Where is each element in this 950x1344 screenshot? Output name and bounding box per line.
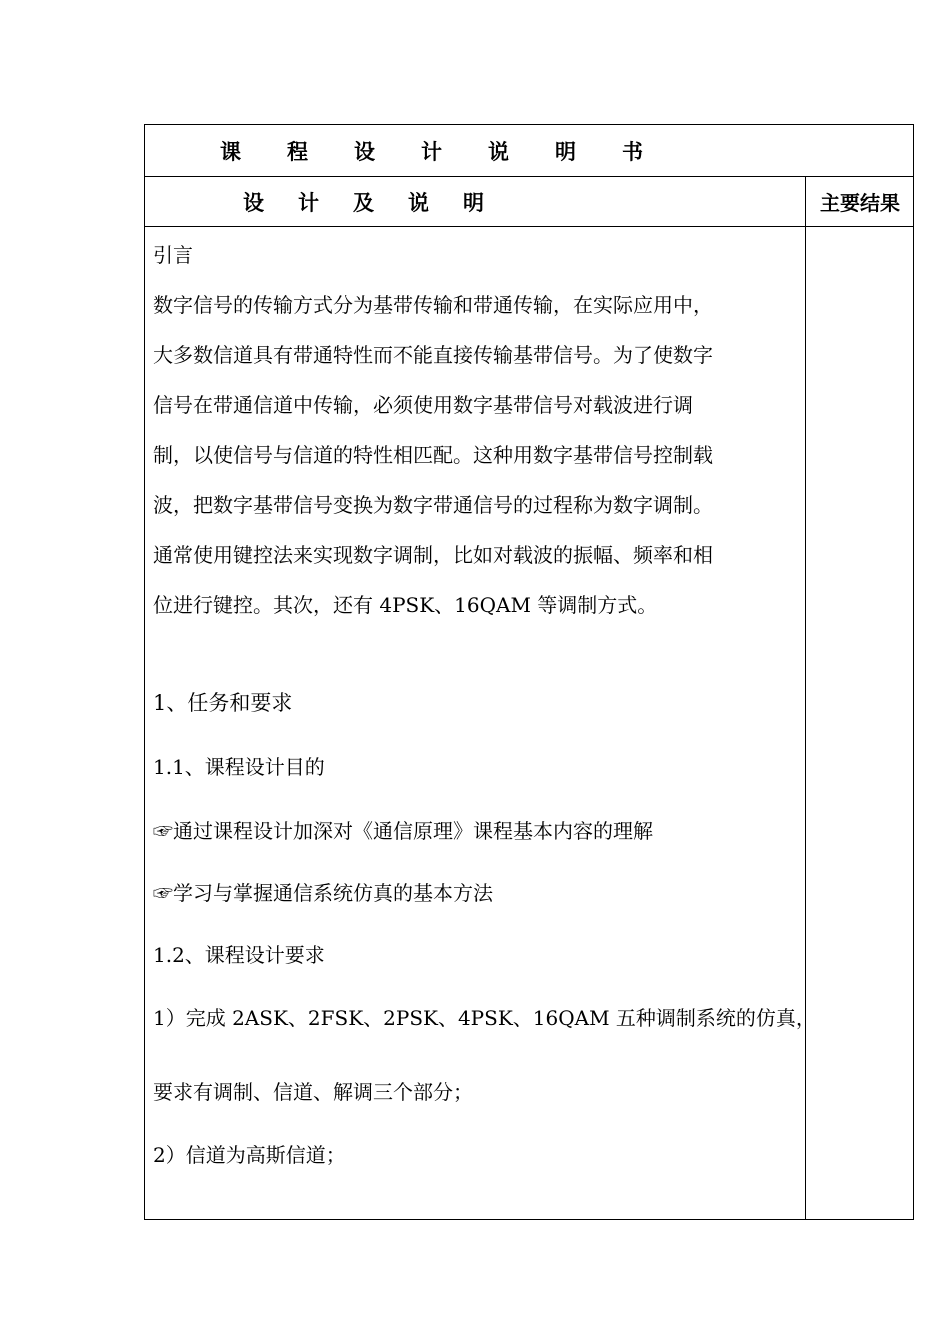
- document-title: [145, 125, 913, 177]
- paragraph-line: 数字信号的传输方式分为基带传输和带通传输，在实际应用中，: [153, 293, 713, 317]
- column-char: 明: [463, 189, 484, 215]
- paragraph-line: 信号在带通信道中传输，必须使用数字基带信号对载波进行调: [153, 393, 693, 417]
- column-char: 及: [353, 189, 374, 215]
- design-column-header: [145, 177, 805, 226]
- paragraph-line: 大多数信道具有带通特性而不能直接传输基带信号。为了使数字: [153, 343, 713, 367]
- bullet-item: ☞学习与掌握通信系统仿真的基本方法: [153, 881, 493, 905]
- results-column-header: 主要结果: [820, 191, 900, 215]
- column-char: 计: [298, 189, 319, 215]
- title-char: 计: [421, 139, 442, 164]
- requirement-item: 1）完成 2ASK、2FSK、2PSK、4PSK、16QAM 五种调制系统的仿真，: [153, 1006, 816, 1030]
- paragraph-line: 通常使用键控法来实现数字调制，比如对载波的振幅、频率和相: [153, 543, 713, 567]
- header-divider: [145, 226, 913, 227]
- column-divider: [805, 176, 806, 1219]
- title-char: 明: [555, 139, 576, 164]
- column-char: 设: [243, 189, 264, 215]
- column-char: 说: [408, 189, 429, 215]
- document-table: [144, 124, 914, 1220]
- bullet-item: ☞通过课程设计加深对《通信原理》课程基本内容的理解: [153, 819, 653, 843]
- requirement-item-continued: 要求有调制、信道、解调三个部分；: [153, 1080, 473, 1104]
- requirement-item: 2）信道为高斯信道；: [153, 1143, 346, 1167]
- paragraph-line: 制，以使信号与信道的特性相匹配。这种用数字基带信号控制载: [153, 443, 713, 467]
- subsection-heading-purpose: 1.1、课程设计目的: [153, 755, 325, 779]
- title-char: 课: [220, 139, 241, 164]
- paragraph-line: 波，把数字基带信号变换为数字带通信号的过程称为数字调制。: [153, 493, 713, 517]
- section-heading-intro: 引言: [153, 243, 193, 267]
- subsection-heading-requirements: 1.2、课程设计要求: [153, 943, 325, 967]
- title-char: 书: [622, 139, 643, 164]
- title-char: 程: [287, 139, 308, 164]
- title-char: 设: [354, 139, 375, 164]
- paragraph-line: 位进行键控。其次，还有 4PSK、16QAM 等调制方式。: [153, 593, 658, 617]
- title-char: 说: [488, 139, 509, 164]
- section-heading-tasks: 1、任务和要求: [153, 691, 293, 715]
